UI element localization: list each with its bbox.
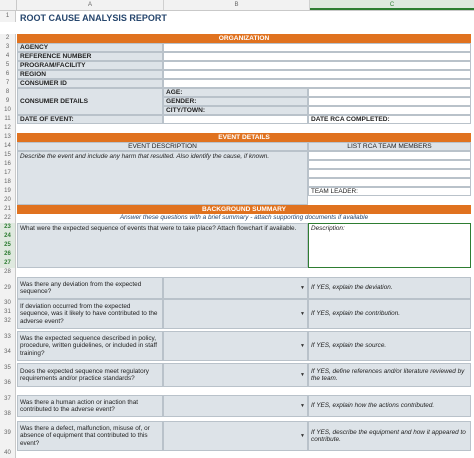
consumer-details-label: CONSUMER DETAILS bbox=[17, 88, 163, 115]
team-member-field[interactable] bbox=[308, 169, 471, 178]
row-number[interactable]: 15 bbox=[0, 151, 16, 160]
agency-field[interactable] bbox=[163, 43, 471, 52]
row-number[interactable]: 35 bbox=[0, 357, 16, 379]
question-policy-source: Was the expected sequence described in policy, procedure, written guidelines, or included in staff training? bbox=[17, 331, 163, 361]
city-town-field[interactable] bbox=[308, 106, 471, 115]
row-number[interactable]: 17 bbox=[0, 169, 16, 178]
row-number[interactable]: 28 bbox=[0, 268, 16, 277]
row-number[interactable]: 9 bbox=[0, 97, 16, 106]
row-number[interactable]: 32 bbox=[0, 317, 16, 326]
row-number[interactable]: 11 bbox=[0, 115, 16, 124]
row-number[interactable]: 27 bbox=[0, 259, 16, 268]
contribution-explanation-field[interactable]: If YES, explain the contribution. bbox=[308, 299, 471, 329]
reference-number-label: REFERENCE NUMBER bbox=[17, 52, 163, 61]
report-title: ROOT CAUSE ANALYSIS REPORT bbox=[20, 13, 167, 23]
row-number[interactable]: 5 bbox=[0, 61, 16, 70]
regulatory-dropdown[interactable] bbox=[163, 363, 308, 387]
question-deviation: Was there any deviation from the expected sequence? bbox=[17, 277, 163, 299]
row-number[interactable]: 4 bbox=[0, 52, 16, 61]
spreadsheet-grid bbox=[16, 10, 474, 458]
dropdown-arrow-icon[interactable]: ▼ bbox=[300, 433, 305, 439]
event-description-field[interactable]: Describe the event and include any harm that resulted. Also identify the cause, if known. bbox=[17, 151, 308, 205]
consumer-id-label: CONSUMER ID bbox=[17, 79, 163, 88]
dropdown-arrow-icon[interactable]: ▼ bbox=[300, 311, 305, 317]
dropdown-arrow-icon[interactable]: ▼ bbox=[300, 403, 305, 409]
row-number[interactable]: 39 bbox=[0, 419, 16, 448]
agency-label: AGENCY bbox=[17, 43, 163, 52]
row-number[interactable]: 14 bbox=[0, 142, 16, 151]
team-leader-label[interactable]: TEAM LEADER: bbox=[308, 187, 471, 196]
row-number[interactable]: 1 bbox=[0, 11, 16, 22]
team-member-field[interactable] bbox=[308, 160, 471, 169]
row-number[interactable]: 34 bbox=[0, 348, 16, 357]
date-of-event-field[interactable] bbox=[163, 115, 308, 124]
dropdown-arrow-icon[interactable]: ▼ bbox=[300, 343, 305, 349]
row-number[interactable]: 30 bbox=[0, 299, 16, 308]
equipment-explanation-field[interactable]: If YES, describe the equipment and how it appeared to contribute. bbox=[308, 421, 471, 451]
expected-sequence-question: What were the expected sequence of events that were to take place? Attach flowchart if available. bbox=[17, 223, 308, 268]
age-field[interactable] bbox=[308, 88, 471, 97]
organization-section-header: ORGANIZATION bbox=[17, 34, 471, 43]
row-number[interactable]: 6 bbox=[0, 70, 16, 79]
human-action-dropdown[interactable] bbox=[163, 395, 308, 417]
team-member-field[interactable] bbox=[308, 178, 471, 187]
deviation-dropdown[interactable] bbox=[163, 277, 308, 299]
program-facility-field[interactable] bbox=[163, 61, 471, 70]
row-number[interactable]: 40 bbox=[0, 448, 16, 458]
regulatory-explanation-field[interactable]: If YES, define references and/or literature reviewed by the team. bbox=[308, 363, 471, 387]
question-equipment: Was there a defect, malfunction, misuse of, or absence of equipment that contributed to this event? bbox=[17, 421, 163, 451]
contribution-dropdown[interactable] bbox=[163, 299, 308, 329]
equipment-dropdown[interactable] bbox=[163, 421, 308, 451]
row-number[interactable]: 24 bbox=[0, 232, 16, 241]
row-number[interactable]: 37 bbox=[0, 388, 16, 410]
row-number[interactable]: 36 bbox=[0, 379, 16, 388]
row-number[interactable]: 10 bbox=[0, 106, 16, 115]
row-number[interactable]: 2 bbox=[0, 34, 16, 43]
background-summary-section-header: BACKGROUND SUMMARY bbox=[17, 205, 471, 214]
gender-label: GENDER: bbox=[163, 97, 308, 106]
description-field[interactable]: Description: bbox=[308, 223, 471, 268]
question-regulatory: Does the expected sequence meet regulatory requirements and/or practice standards? bbox=[17, 363, 163, 387]
column-header-b[interactable]: B bbox=[164, 0, 310, 10]
policy-dropdown[interactable] bbox=[163, 331, 308, 361]
row-number[interactable]: 12 bbox=[0, 124, 16, 133]
question-human-action: Was there a human action or inaction that contributed to the adverse event? bbox=[17, 395, 163, 417]
row-number[interactable]: 33 bbox=[0, 326, 16, 348]
question-deviation-contribution: If deviation occurred from the expected sequence, was it likely to have contributed to the adverse event? bbox=[17, 299, 163, 329]
row-number[interactable]: 16 bbox=[0, 160, 16, 169]
program-facility-label: PROGRAM/FACILITY bbox=[17, 61, 163, 70]
row-number[interactable]: 18 bbox=[0, 178, 16, 187]
row-number[interactable]: 7 bbox=[0, 79, 16, 88]
row-number[interactable]: 8 bbox=[0, 88, 16, 97]
reference-number-field[interactable] bbox=[163, 52, 471, 61]
row-number[interactable]: 25 bbox=[0, 241, 16, 250]
dropdown-arrow-icon[interactable]: ▼ bbox=[300, 285, 305, 291]
column-header-c[interactable]: C bbox=[310, 0, 474, 10]
region-label: REGION bbox=[17, 70, 163, 79]
row-number[interactable]: 38 bbox=[0, 410, 16, 419]
row-number[interactable]: 23 bbox=[0, 223, 16, 232]
row-number[interactable]: 22 bbox=[0, 214, 16, 223]
row-number[interactable]: 26 bbox=[0, 250, 16, 259]
select-all-corner[interactable] bbox=[0, 0, 17, 10]
age-label: AGE: bbox=[163, 88, 308, 97]
date-rca-completed-label: DATE RCA COMPLETED: bbox=[308, 115, 471, 124]
consumer-id-field[interactable] bbox=[163, 79, 471, 88]
row-number[interactable]: 13 bbox=[0, 133, 16, 142]
gender-field[interactable] bbox=[308, 97, 471, 106]
rca-team-header: LIST RCA TEAM MEMBERS bbox=[308, 142, 471, 151]
background-instruction: Answer these questions with a brief summary - attach supporting documents if available bbox=[119, 214, 369, 221]
city-town-label: CITY/TOWN: bbox=[163, 106, 308, 115]
row-number[interactable]: 21 bbox=[0, 205, 16, 214]
row-number[interactable]: 29 bbox=[0, 277, 16, 299]
row-number[interactable]: 31 bbox=[0, 308, 16, 317]
row-number[interactable]: 19 bbox=[0, 187, 16, 196]
event-description-header: EVENT DESCRIPTION bbox=[17, 142, 308, 151]
team-member-field[interactable] bbox=[308, 151, 471, 160]
column-header-a[interactable]: A bbox=[17, 0, 164, 10]
row-number[interactable]: 20 bbox=[0, 196, 16, 205]
region-field[interactable] bbox=[163, 70, 471, 79]
row-number[interactable]: 3 bbox=[0, 43, 16, 52]
date-of-event-label: DATE OF EVENT: bbox=[17, 115, 163, 124]
source-explanation-field[interactable]: If YES, explain the source. bbox=[308, 331, 471, 361]
human-action-explanation-field[interactable]: If YES, explain how the actions contributed. bbox=[308, 395, 471, 417]
deviation-explanation-field[interactable]: If YES, explain the deviation. bbox=[308, 277, 471, 299]
dropdown-arrow-icon[interactable]: ▼ bbox=[300, 372, 305, 378]
event-details-section-header: EVENT DETAILS bbox=[17, 133, 471, 142]
